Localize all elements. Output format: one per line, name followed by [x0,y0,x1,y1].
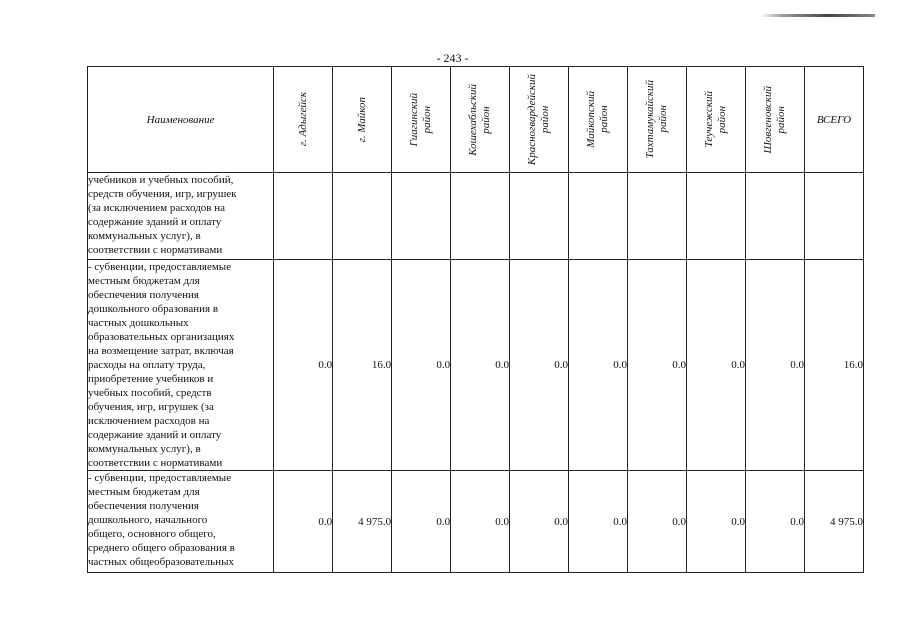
row-description: - субвенции, предоставляемые местным бюджетам для обеспечения получения дошкольного образования в частных дошкольных образовательных организациях на возмещение затрат, включая расходы на оплату труда, приобретение учебников и учебных пособий, средств обучения, игр, игрушек (за исключением расходов на содержание зданий и оплату коммунальных услуг), в соответствии с нормативами [88,260,274,471]
header-shovgenovsky: Шовгеновский район [745,67,804,173]
cell-value: 0.0 [628,471,687,573]
cell-total: 16.0 [804,260,863,471]
page-number: - 243 - [436,51,469,65]
table-row [88,173,864,260]
cell-value [687,173,746,260]
row-description: - субвенции, предоставляемые местным бюджетам для обеспечения получения дошкольного, начального общего, основного общего, среднего общего образования в частных общеобразовательных [88,471,274,573]
cell-total [804,173,863,260]
cell-value: 0.0 [451,260,510,471]
header-giaginsky: Гиагинский район [392,67,451,173]
cell-value: 0.0 [392,260,451,471]
cell-value [333,173,392,260]
cell-value [569,173,628,260]
cell-value: 0.0 [274,471,333,573]
row-description: учебников и учебных пособий, средств обучения, игр, игрушек (за исключением расходов на содержание зданий и оплату коммунальных услуг), в соответствии с нормативами [88,173,274,260]
cell-value: 0.0 [745,471,804,573]
cell-value: 0.0 [392,471,451,573]
cell-value: 16.0 [333,260,392,471]
header-teuchezhsky: Теучежский район [687,67,746,173]
cell-value: 0.0 [510,471,569,573]
budget-table [87,66,864,573]
cell-value [628,173,687,260]
header-takhtamukaysky: Тахтамукайский район [628,67,687,173]
scan-artifact-line [760,14,875,17]
cell-value: 0.0 [569,471,628,573]
cell-total: 4 975.0 [804,471,863,573]
cell-value: 0.0 [510,260,569,471]
table-row [88,260,864,471]
header-krasnogvardeysky: Красногвардейский район [510,67,569,173]
header-maykopsky: Майкопский район [569,67,628,173]
cell-value: 0.0 [687,471,746,573]
cell-value: 4 975.0 [333,471,392,573]
cell-value: 0.0 [745,260,804,471]
header-maykop-city: г. Майкоп [333,67,392,173]
cell-value [451,173,510,260]
header-name: Наименование [88,67,274,173]
header-total: ВСЕГО [804,67,863,173]
header-koshekhablsky: Кошехабльский район [451,67,510,173]
cell-value: 0.0 [451,471,510,573]
header-adygeysk: г. Адыгейск [274,67,333,173]
cell-value: 0.0 [569,260,628,471]
cell-value: 0.0 [628,260,687,471]
cell-value [745,173,804,260]
cell-value: 0.0 [687,260,746,471]
cell-value [392,173,451,260]
table-header-row [88,67,864,173]
cell-value [510,173,569,260]
cell-value [274,173,333,260]
cell-value: 0.0 [274,260,333,471]
table-row [88,471,864,573]
